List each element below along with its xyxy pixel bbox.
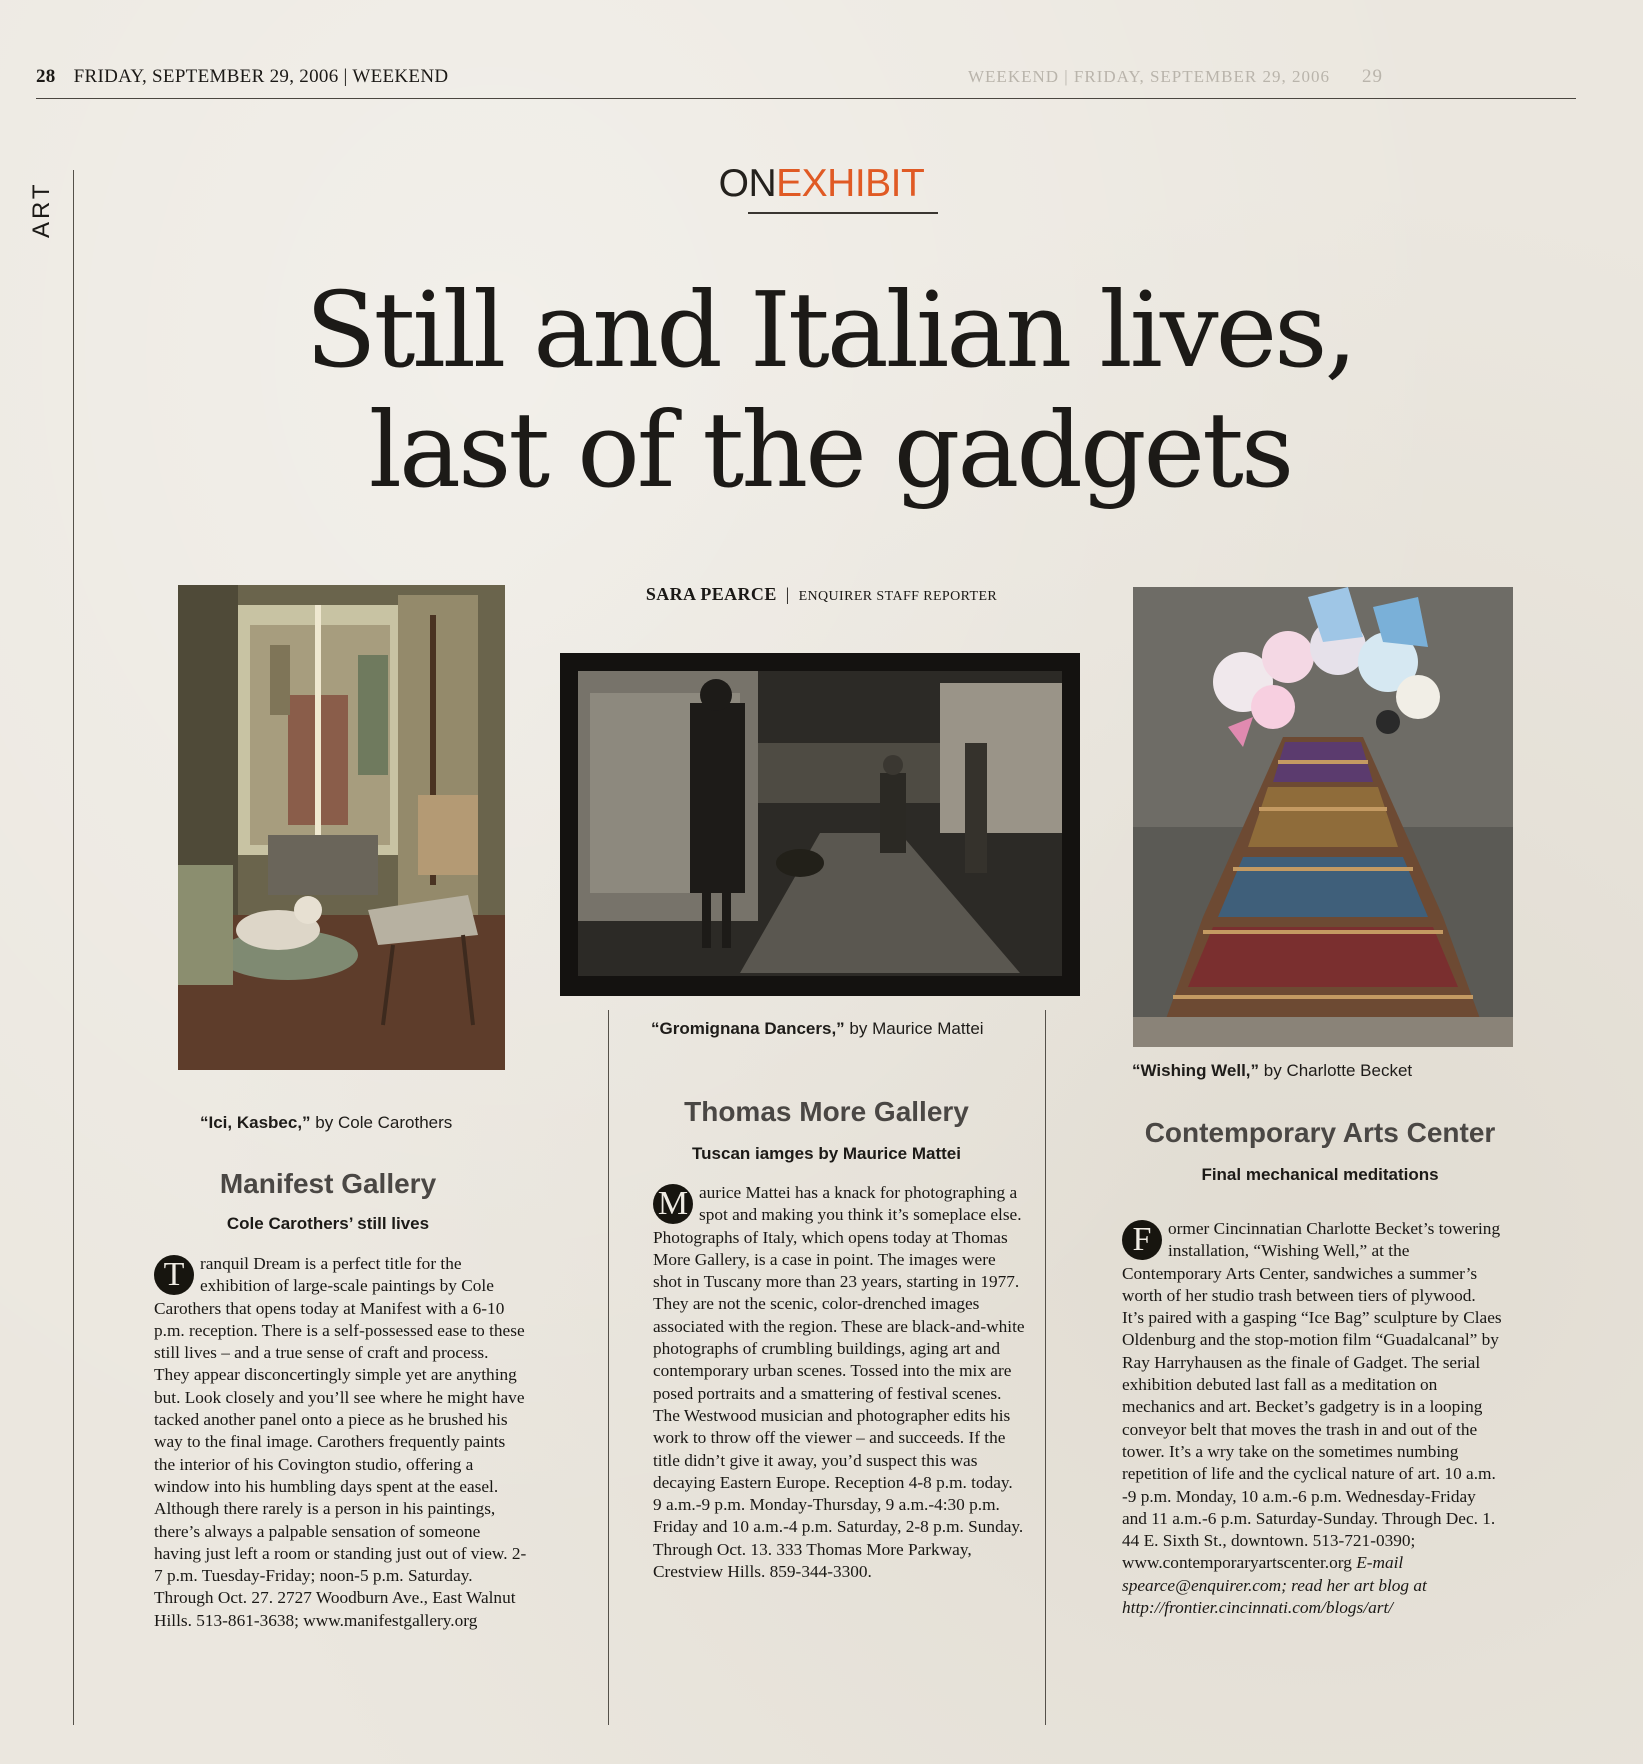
body-text: aurice Mattei has a knack for photographing a spot and making you think it’s someplace else. Photographs of Italy, which opens today at Thomas More Gallery, is a case in point. The images were shot in Tuscany more than 23 years, starting in 1977. They are not the scenic, color-drenched images associated with the region. These are black-and-white photographs of crumbling buildings, aging art and contemporary urban scenes. Tossed into the mix are posed portraits and a smattering of festival scenes. The Westwood musician and photographer edits his work to throw off the viewer – and succeeds. If the title didn’t give it away, you’d suspect this was decaying Eastern Europe. Reception 4-8 p.m. today. 9 a.m.-9 p.m. Monday-Thursday, 9 a.m.-4:30 p.m. Friday and 10 a.m.-4 p.m. Saturday, 2-8 p.m. Sunday. Through Oct. 13. 333 Thomas More Parkway, Crestview Hills. 859-344-3300.	[653, 1183, 1025, 1582]
caption-credit: by Maurice Mattei	[844, 1019, 984, 1038]
drop-cap: M	[653, 1184, 693, 1224]
byline	[560, 584, 1083, 605]
section-rule	[73, 170, 74, 1725]
page-number-left: 28	[36, 66, 56, 87]
section-label: ART	[28, 181, 55, 238]
folio-left-text: FRIDAY, SEPTEMBER 29, 2006 | WEEKEND	[73, 66, 449, 87]
dancers-image	[560, 653, 1080, 996]
drop-cap: T	[154, 1255, 194, 1295]
photo-gromignana-dancers	[560, 653, 1080, 996]
kicker-rule	[748, 212, 938, 214]
caption-credit: by Charlotte Becket	[1259, 1061, 1413, 1080]
caption-title: “Wishing Well,”	[1132, 1061, 1260, 1080]
caption-wishing-well	[1132, 1061, 1412, 1081]
folio-left	[36, 66, 448, 88]
body-text: ormer Cincinnatian Charlotte Becket’s towering installation, “Wishing Well,” at the Contemporary Arts Center, sandwiches a summer’s worth of her studio trash between tiers of plywood. It’s paired with a gasping “Ice Bag” sculpture by Claes Oldenburg and the stop-motion film “Guadalcanal” by Ray Harryhausen as the finale of Gadget. The serial exhibition debuted last fall as a meditation on mechanics and art. Becket’s gadgetry is in a looping conveyor belt that moves the trash in and out of the tower. It’s a wry take on the sometimes numbing repetition of life and the cyclical nature of art. 10 a.m. -9 p.m. Monday, 10 a.m.-6 p.m. Wednesday-Friday and 11 a.m.-6 p.m. Saturday-Sunday. Through Dec. 1. 44 E. Sixth St., downtown. 513-721-0390; www.contemporaryartscenter.org	[1122, 1219, 1502, 1573]
byline-name: SARA PEARCE	[645, 584, 777, 604]
headline-line-1: Still and Italian lives,	[305, 269, 1355, 391]
page-number-right: 29	[1361, 66, 1383, 87]
venue-heading-thomas-more: Thomas More Gallery	[684, 1096, 969, 1127]
kicker-exhibit: EXHIBIT	[776, 162, 925, 205]
column-rule	[1045, 1010, 1046, 1725]
photo-wishing-well	[1133, 587, 1513, 1047]
author-contact: E-mail spearce@enquirer.com; read her art blog at http://frontier.cincinnati.com/blogs/art/	[1122, 1553, 1427, 1618]
headline	[200, 270, 1460, 510]
painting-image	[178, 585, 505, 1070]
byline-role: ENQUIRER STAFF REPORTER	[798, 589, 998, 604]
subhead-cac: Final mechanical meditations	[1201, 1165, 1439, 1184]
photo-ici-kasbec	[178, 585, 505, 1070]
folio-right	[968, 66, 1383, 88]
kicker-on: ON	[718, 162, 777, 205]
body-text: ranquil Dream is a perfect title for the exhibition of large-scale paintings by Cole Carothers that opens today at Manifest with a 6-10 p.m. reception. There is a self-possessed ease to these still lives – and a true sense of craft and process. They appear disconcertingly simple yet are anything but. Look closely and you’ll see where he might have tacked another panel onto a piece as he brushed his way to the final image. Carothers frequently paints the interior of his Covington studio, offering a window into his humbling days spent at the easel. Although there rarely is a person in his paintings, there’s always a palpable sensation of someone having just left a room or standing just out of view. 2-7 p.m. Tuesday-Friday; noon-5 p.m. Saturday. Through Oct. 27. 2727 Woodburn Ave., East Walnut Hills. 513-861-3638; www.manifestgallery.org	[154, 1254, 527, 1630]
caption-gromignana-dancers	[651, 1019, 984, 1039]
caption-ici-kasbec	[200, 1113, 452, 1133]
article-body-manifest	[154, 1253, 527, 1632]
venue-heading-cac: Contemporary Arts Center	[1144, 1117, 1496, 1148]
article-body-cac	[1122, 1218, 1502, 1619]
venue-heading-manifest: Manifest Gallery	[219, 1168, 437, 1199]
byline-separator: |	[785, 584, 790, 604]
drop-cap: F	[1122, 1220, 1162, 1260]
subhead-manifest: Cole Carothers’ still lives	[226, 1214, 430, 1233]
kicker	[560, 162, 1083, 206]
article-body-thomas-more	[653, 1182, 1025, 1583]
header-rule	[36, 98, 1576, 99]
folio-right-text: WEEKEND | FRIDAY, SEPTEMBER 29, 2006	[968, 67, 1330, 86]
installation-image	[1133, 587, 1513, 1047]
caption-credit: by Cole Carothers	[310, 1113, 453, 1132]
caption-title: “Gromignana Dancers,”	[651, 1019, 845, 1038]
subhead-thomas-more: Tuscan iamges by Maurice Mattei	[692, 1144, 961, 1163]
headline-line-2: last of the gadgets	[368, 389, 1292, 511]
caption-title: “Ici, Kasbec,”	[200, 1113, 311, 1132]
